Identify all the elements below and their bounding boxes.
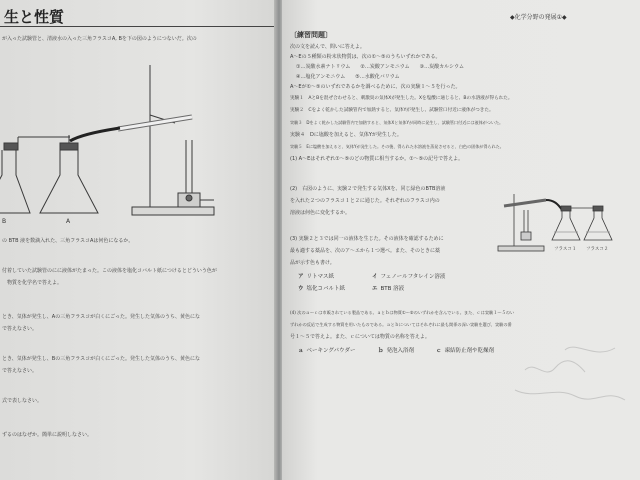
q2-line: を入れた２つのフラスコ１と２に通じた。それぞれのフラスコ内の bbox=[290, 198, 440, 204]
body-line: 実験１ AとBを混ぜ合わせると、刺激臭の気体Xが発生した。Xを塩酸に通じると、Bの水溶液が得られた。 bbox=[290, 96, 513, 101]
q4-line: (4) 次のａ～ｃは市販されている製品である。ａとｂは物質①～⑤のいずれかを含んでいる。また、ｃは実験１～５のい bbox=[290, 310, 515, 315]
flask2-label: フラスコ２ bbox=[586, 247, 609, 252]
flask-figure bbox=[494, 188, 624, 260]
choice-i: イ フェノールフタレイン溶液 bbox=[372, 274, 446, 280]
left-question-line: とき、気体が発生し、Aの三角フラスコが白くにごった。発生した気体のうち、黄色にな bbox=[2, 314, 200, 320]
title-text: 生と性質 bbox=[4, 8, 65, 26]
left-question-line: 物質を化学名で答えよ。 bbox=[2, 280, 63, 286]
pencil-marks bbox=[505, 330, 635, 440]
left-page bbox=[0, 0, 276, 480]
left-question-line: で答えなさい。 bbox=[2, 326, 38, 332]
flask1-label: フラスコ１ bbox=[554, 247, 577, 252]
body-line: 実験５ Eに塩酸を加えると、気体Yが発生した。その後、得られた水溶液を蒸発させると、白色の固体が得られた。 bbox=[290, 144, 504, 149]
page-header: ◆化学分野の発展①◆ bbox=[510, 14, 567, 21]
choice-a: ア リトマス紙 bbox=[298, 274, 335, 280]
product-a: ａ ベーキングパウダー bbox=[298, 348, 356, 354]
body-line: A～Eが①～⑤のいずれであるかを調べるために、次の実験１～５を行った。 bbox=[290, 84, 461, 90]
left-question-line: ずるのはなぜか。簡単に説明しなさい。 bbox=[2, 432, 93, 438]
label-b: B bbox=[2, 218, 7, 225]
q4-line: 号１～５で答えよ。また、ｃについては物質の名称を答えよ。 bbox=[290, 334, 430, 340]
q3-line: 品が示す色も書け。 bbox=[290, 260, 335, 266]
q3-line: (3) 実験２と３では同一の液体を生じた。その液体を確認するために bbox=[290, 236, 444, 242]
q4-line: ずれかの反応で生成する物質を用いたものである。ａとｂについてはそれぞれに最も関係の深い実験を選び、実験の番 bbox=[290, 322, 512, 327]
body-line: 実験４ Dに塩酸を加えると、気体Yが発生した。 bbox=[290, 132, 402, 138]
body-line: ①…炭酸水素ナトリウム ②…炭酸アンモニウム ③…炭酸カルシウム bbox=[296, 64, 464, 70]
body-line: (1) A～Eはそれぞれ①～⑤のどの物質に相当するか。①～⑤の記号で答えよ。 bbox=[290, 156, 464, 162]
product-c: ｃ 凍結防止剤や乾燥剤 bbox=[436, 348, 495, 354]
choice-e: エ BTB 溶液 bbox=[372, 286, 405, 292]
left-intro: が入った試験管と、清液水の入った三角フラスコA, Bを下の図のようにつないだ。次の bbox=[2, 36, 197, 42]
page-title bbox=[0, 4, 276, 27]
section-title: 〔練習問題〕 bbox=[290, 31, 332, 39]
body-line: 次の文を読んで、問いに答えよ。 bbox=[290, 44, 365, 50]
left-question-line: で答えなさい。 bbox=[2, 368, 38, 374]
body-line: 実験２ Cをよく乾かした試験管内で加熱すると、気体Yが発生し、試験管口付近に液体がつきた。 bbox=[290, 108, 494, 113]
body-line: A～Eの５種類の粉末状物質は、次の①～⑤のうちいずれかである。 bbox=[290, 54, 441, 60]
apparatus-figure bbox=[0, 55, 276, 225]
choice-u: ウ 塩化コバルト紙 bbox=[298, 286, 346, 292]
left-question-line: 式で表しなさい。 bbox=[2, 398, 43, 404]
left-question-line: 付着していた試験管のにに液体がたまった。この液体を塩化コバルト紙につけるとどういう色が bbox=[2, 268, 217, 274]
q3-line: 最も適する薬品を、次のア～エから１つ選べ。また、そのときに薬 bbox=[290, 248, 441, 254]
body-line: 実験３ Dをよく乾かした試験管内で加熱すると、気体Xと気体Yが同時に発生し、試験管口付近には液体がついた。 bbox=[290, 120, 504, 125]
body-line: ④…塩化アンモニウム ⑤…水酸化バリウム bbox=[296, 74, 400, 80]
q2-line: 溶液は何色に変化するか。 bbox=[290, 210, 351, 216]
left-question-line: の BTB 液を数滴入れた、三角フラスコAは何色になるか。 bbox=[2, 238, 134, 244]
product-b: ｂ 発泡入浴剤 bbox=[378, 348, 415, 354]
q2-line: (2) 右図のように、実験２で発生する気体Xを、同じ緑色のBTB溶液 bbox=[290, 186, 446, 192]
left-question-line: とき、気体が発生し、Bの三角フラスコが白くにごった。発生した気体のうち、黄色にな bbox=[2, 356, 200, 362]
label-a: A bbox=[66, 218, 71, 225]
